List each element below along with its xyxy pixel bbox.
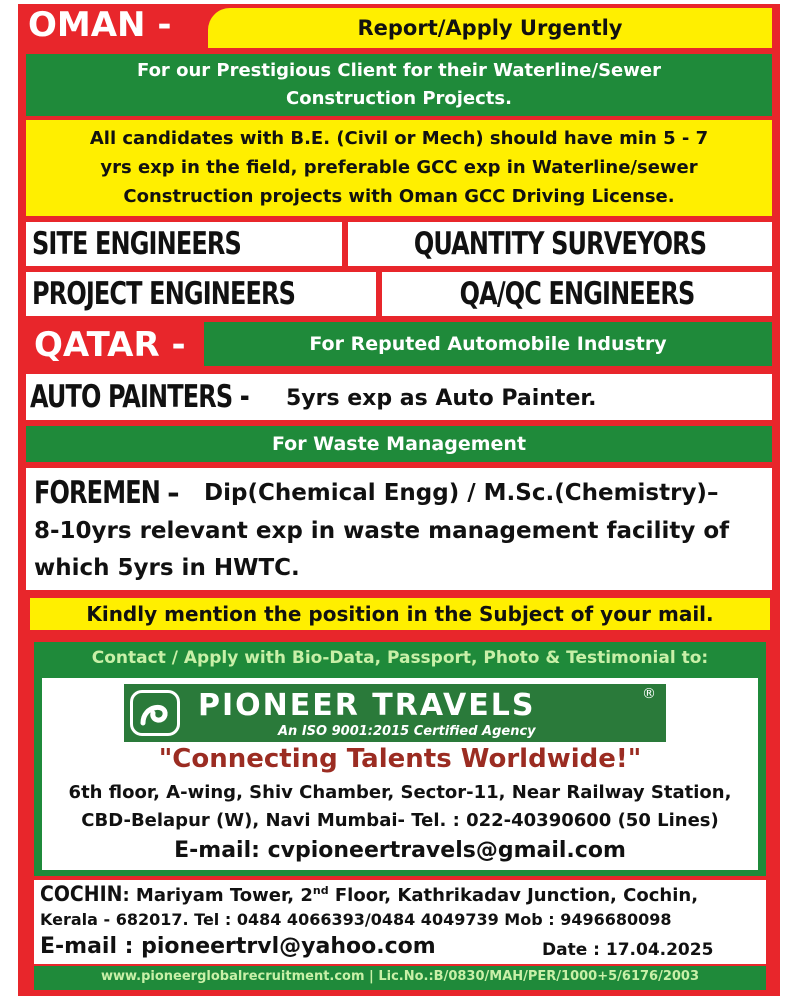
tagline: "Connecting Talents Worldwide!" (158, 744, 642, 774)
registered-mark: ® (642, 686, 656, 702)
cochin-email[interactable]: E-mail : pioneertrvl@yahoo.com (40, 934, 436, 959)
cochin-block (34, 880, 766, 964)
contact-header: Contact / Apply with Bio-Data, Passport, Photo & Testimonial to: (91, 648, 709, 668)
date-label: Date : 17.04.2025 (542, 940, 714, 960)
client-line: Construction Projects. (286, 88, 512, 109)
waste-header: For Waste Management (26, 426, 772, 462)
client-line: For our Prestigious Client for their Waterline/Sewer (137, 60, 661, 81)
footer-bar (34, 966, 766, 990)
footer-text: www.pioneerglobalrecruitment.com | Lic.No.:B/0830/MAH/PER/1000+5/6176/2003 (100, 969, 700, 984)
client-box (26, 54, 772, 116)
position-box (382, 272, 772, 316)
position-title: QUANTITY SURVEYORS (413, 226, 707, 262)
position-title: QA/QC ENGINEERS (459, 276, 695, 312)
foremen-line: Dip(Chemical Engg) / M.Sc.(Chemistry)– (204, 480, 719, 506)
cochin-address: Floor, Kathrikadav Junction, Cochin, (328, 885, 699, 906)
notice-banner: Kindly mention the position in the Subject of your mail. (30, 598, 770, 630)
position-box (26, 222, 342, 266)
foremen-box (26, 468, 772, 590)
address-line: 6th floor, A-wing, Shiv Chamber, Sector-11, Near Railway Station, (68, 782, 732, 803)
requirement-line: Construction projects with Oman GCC Driving License. (123, 186, 675, 207)
cochin-address-sup: nd (312, 884, 329, 897)
agency-logo-bar (124, 684, 666, 742)
cochin-label: COCHIN (40, 882, 123, 906)
requirement-line: yrs exp in the field, preferable GCC exp in Waterline/sewer (100, 157, 698, 178)
qatar-country-label: QATAR - (34, 325, 186, 365)
contact-block (34, 642, 766, 876)
mumbai-email[interactable]: E-mail: cvpioneertravels@gmail.com (174, 838, 626, 863)
position-box (26, 272, 376, 316)
position-title: SITE ENGINEERS (32, 226, 241, 262)
auto-painters-desc: 5yrs exp as Auto Painter. (286, 386, 597, 411)
cochin-contact-line: Kerala - 682017. Tel : 0484 4066393/0484 4049739 Mob : 9496680098 (40, 910, 672, 929)
foremen-title: FOREMEN – (34, 475, 179, 511)
agency-name: PIONEER TRAVELS (198, 688, 536, 723)
oman-country-label: OMAN - (28, 5, 172, 45)
requirement-line: All candidates with B.E. (Civil or Mech) should have min 5 - 7 (89, 128, 709, 149)
urgent-banner: Report/Apply Urgently (208, 8, 772, 48)
agency-card (42, 678, 758, 870)
foremen-line: 8-10yrs relevant exp in waste management facility of (34, 518, 730, 544)
pioneer-logo-icon (130, 690, 180, 736)
iso-certification: An ISO 9001:2015 Certified Agency (278, 724, 536, 739)
requirements-box (26, 120, 772, 216)
cochin-address: : Mariyam Tower, 2 (122, 885, 313, 906)
industry-banner: For Reputed Automobile Industry (204, 322, 772, 366)
position-title: PROJECT ENGINEERS (32, 276, 296, 312)
address-line: CBD-Belapur (W), Navi Mumbai- Tel. : 022-40390600 (50 Lines) (81, 810, 719, 831)
auto-painters-title: AUTO PAINTERS - (30, 379, 249, 415)
position-box (348, 222, 772, 266)
foremen-line: which 5yrs in HWTC. (34, 555, 300, 581)
auto-painters-box (26, 374, 772, 420)
